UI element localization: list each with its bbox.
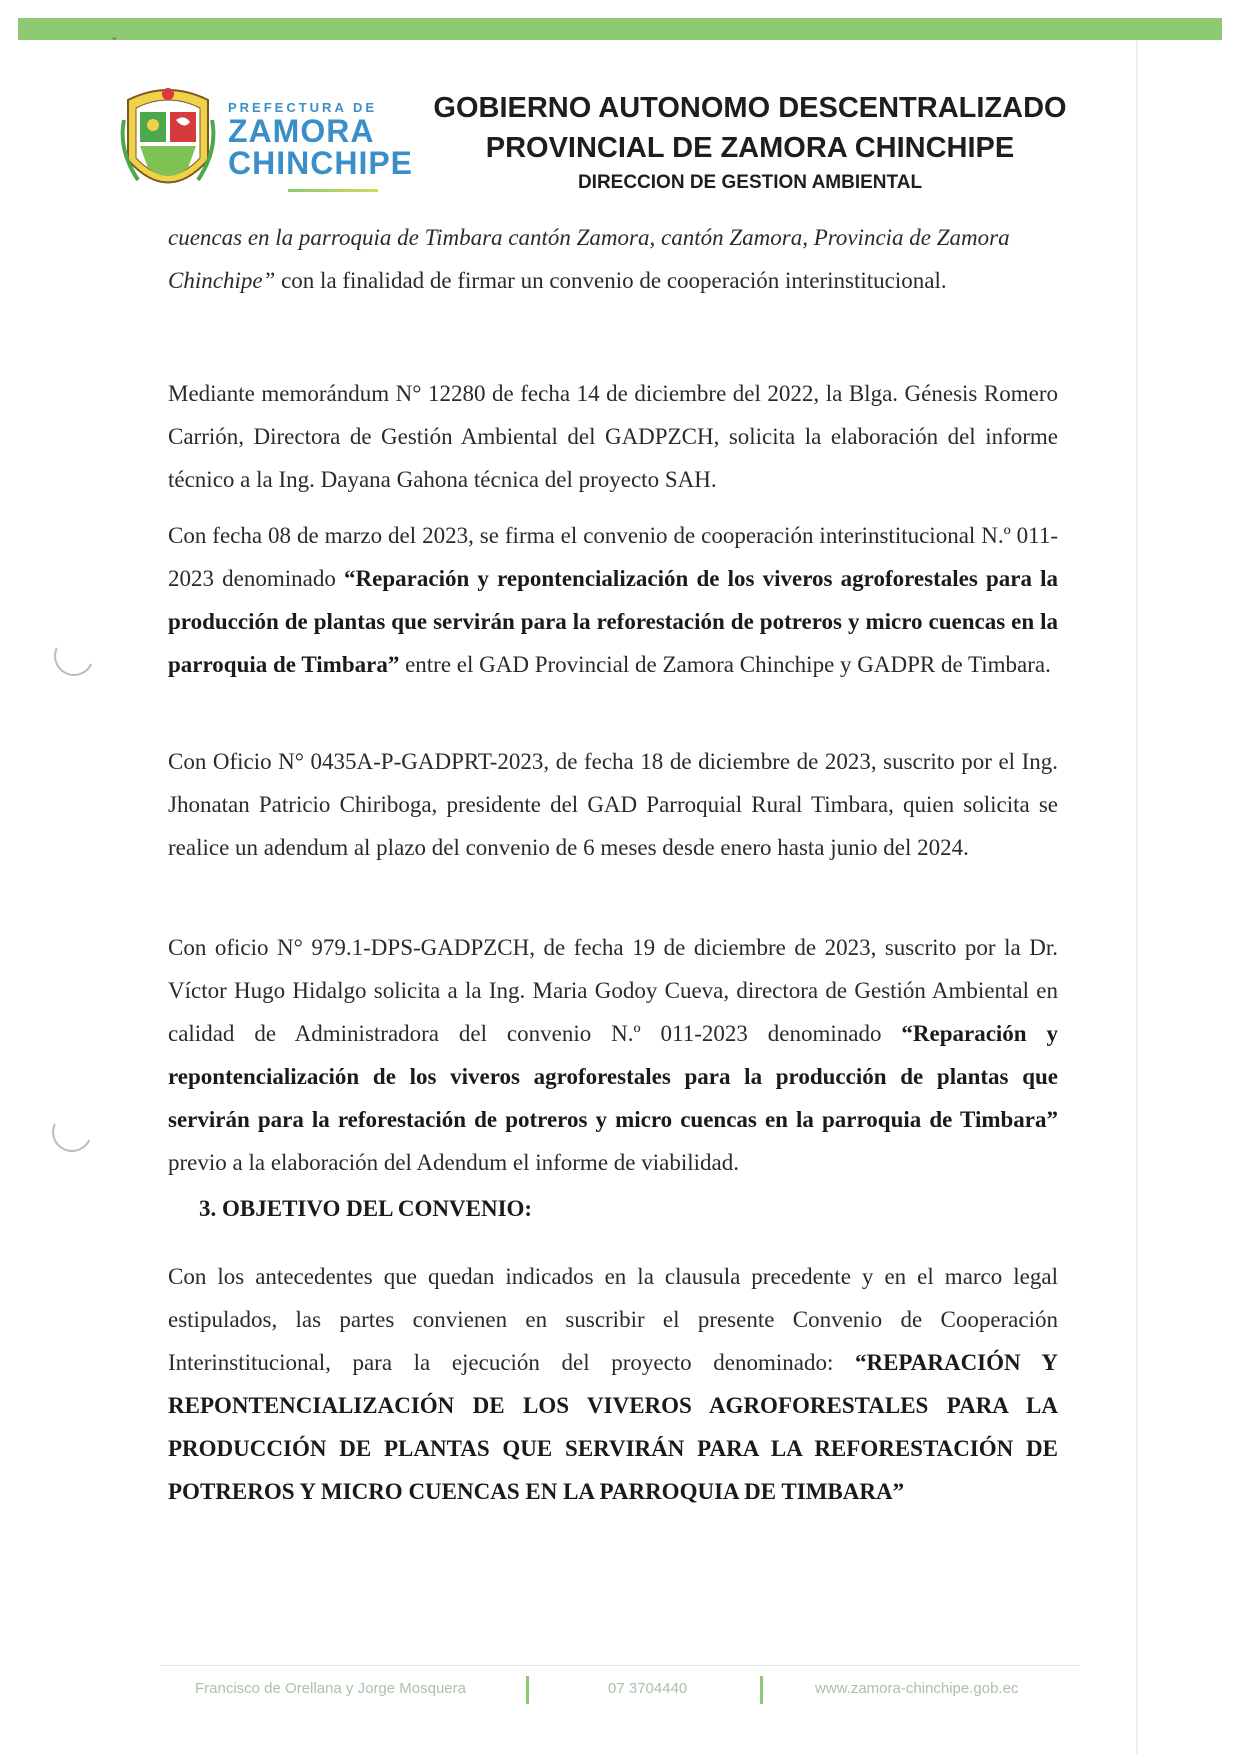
coat-of-arms-icon — [118, 80, 218, 210]
brand-wordmark — [228, 100, 418, 192]
top-accent-bar — [18, 18, 1222, 40]
brand-line-1: ZAMORA — [228, 113, 375, 149]
title-line-1: GOBIERNO AUTONOMO DESCENTRALIZADO — [433, 92, 1067, 124]
convenio-firma-post: entre el GAD Provincial de Zamora Chinchipe y GADPR de Timbara. — [399, 652, 1051, 677]
title-line-2: PROVINCIAL DE ZAMORA CHINCHIPE — [485, 132, 1015, 164]
paragraph-continuation — [168, 216, 1088, 302]
punch-hole-bottom — [46, 1106, 97, 1157]
footer-address: Francisco de Orellana y Jorge Mosquera — [195, 1680, 466, 1697]
paragraph-objetivo — [168, 1255, 1058, 1513]
oficio-979-post: previo a la elaboración del Adendum el informe de viabilidad. — [168, 1150, 739, 1175]
footer-rule — [160, 1665, 1080, 1666]
scan-edge-line — [1136, 40, 1138, 1754]
objetivo-pre: Con los antecedentes que quedan indicados en la clausula precedente y en el marco legal estipulados, las partes convienen en suscribir el presente Convenio de Cooperación Interinstitucional, para la ejecución del proyecto denominado: — [168, 1264, 1058, 1375]
oficio-979-title: “Reparación y repontencialización de los viveros agroforestales para la producción de plantas que servirán para la reforestación de potreros y micro cuencas en la parroquia de Timbara” — [168, 1021, 1058, 1132]
brand-underline — [288, 189, 378, 192]
paragraph-oficio-0435 — [168, 740, 1058, 869]
oficio-979-pre: Con oficio N° 979.1-DPS-GADPZCH, de fecha 19 de diciembre de 2023, suscrito por la Dr. Víctor Hugo Hidalgo solicita a la Ing. Maria Godoy Cueva, directora de Gestión Ambiental en calidad de Administradora del convenio N.º 011-2023 denominado — [168, 935, 1058, 1046]
convenio-firma-title: “Reparación y repontencialización de los viveros agroforestales para la producción de plantas que servirán para la reforestación de potreros y micro cuencas en la parroquia de Timbara” — [168, 566, 1059, 677]
paragraph-oficio-979 — [168, 926, 1058, 1184]
convenio-firma-pre: Con fecha 08 de marzo del 2023, se firma el convenio de cooperación interinstitucional N.º 011-2023 denominado — [168, 523, 1058, 591]
section-3-heading: 3. OBJETIVO DEL CONVENIO: — [199, 1196, 533, 1221]
paragraph-convenio-firma — [168, 514, 1058, 686]
footer-website[interactable]: www.zamora-chinchipe.gob.ec — [815, 1680, 1019, 1697]
memorandum-text: Mediante memorándum N° 12280 de fecha 14 de diciembre del 2022, la Blga. Génesis Romero Carrión, Directora de Gestión Ambiental del GADPZCH, solicita la elaboración del informe técnico a la Ing. Dayana Gahona técnica del proyecto SAH. — [168, 381, 1058, 492]
punch-hole-top — [48, 630, 99, 681]
brand-small-caption: PREFECTURA DE — [228, 100, 378, 115]
footer-separator-1 — [526, 1676, 529, 1704]
oficio-0435-text: Con Oficio N° 0435A-P-GADPRT-2023, de fecha 18 de diciembre de 2023, suscrito por el Ing. Jhonatan Patricio Chiriboga, presidente del GAD Parroquial Rural Timbara, quien solicita se realice un adendum al plazo del convenio de 6 meses desde enero hasta junio del 2024. — [168, 749, 1058, 860]
continuation-italic-1: cuencas en la parroquia de Timbara cantón Zamora, cantón Zamora, Provincia de Zamora — [168, 225, 1010, 250]
objetivo-title: “REPARACIÓN Y REPONTENCIALIZACIÓN DE LOS VIVEROS AGROFORESTALES PARA LA PRODUCCIÓN DE PLANTAS QUE SERVIRÁN PARA LA REFORESTACIÓN DE POTREROS Y MICRO CUENCAS EN LA PARROQUIA DE TIMBARA” — [168, 1350, 1058, 1504]
continuation-rest: con la finalidad de firmar un convenio de cooperación interinstitucional. — [275, 268, 947, 293]
paragraph-memorandum — [168, 372, 1058, 501]
letterhead-title — [420, 88, 1080, 196]
department-subtitle: DIRECCION DE GESTION AMBIENTAL — [577, 172, 923, 193]
scan-speck: ˇ — [112, 36, 117, 51]
continuation-italic-2: Chinchipe” — [168, 268, 276, 293]
brand-line-2: CHINCHIPE — [228, 145, 414, 181]
footer-separator-2 — [760, 1676, 763, 1704]
footer-phone: 07 3704440 — [608, 1680, 688, 1697]
